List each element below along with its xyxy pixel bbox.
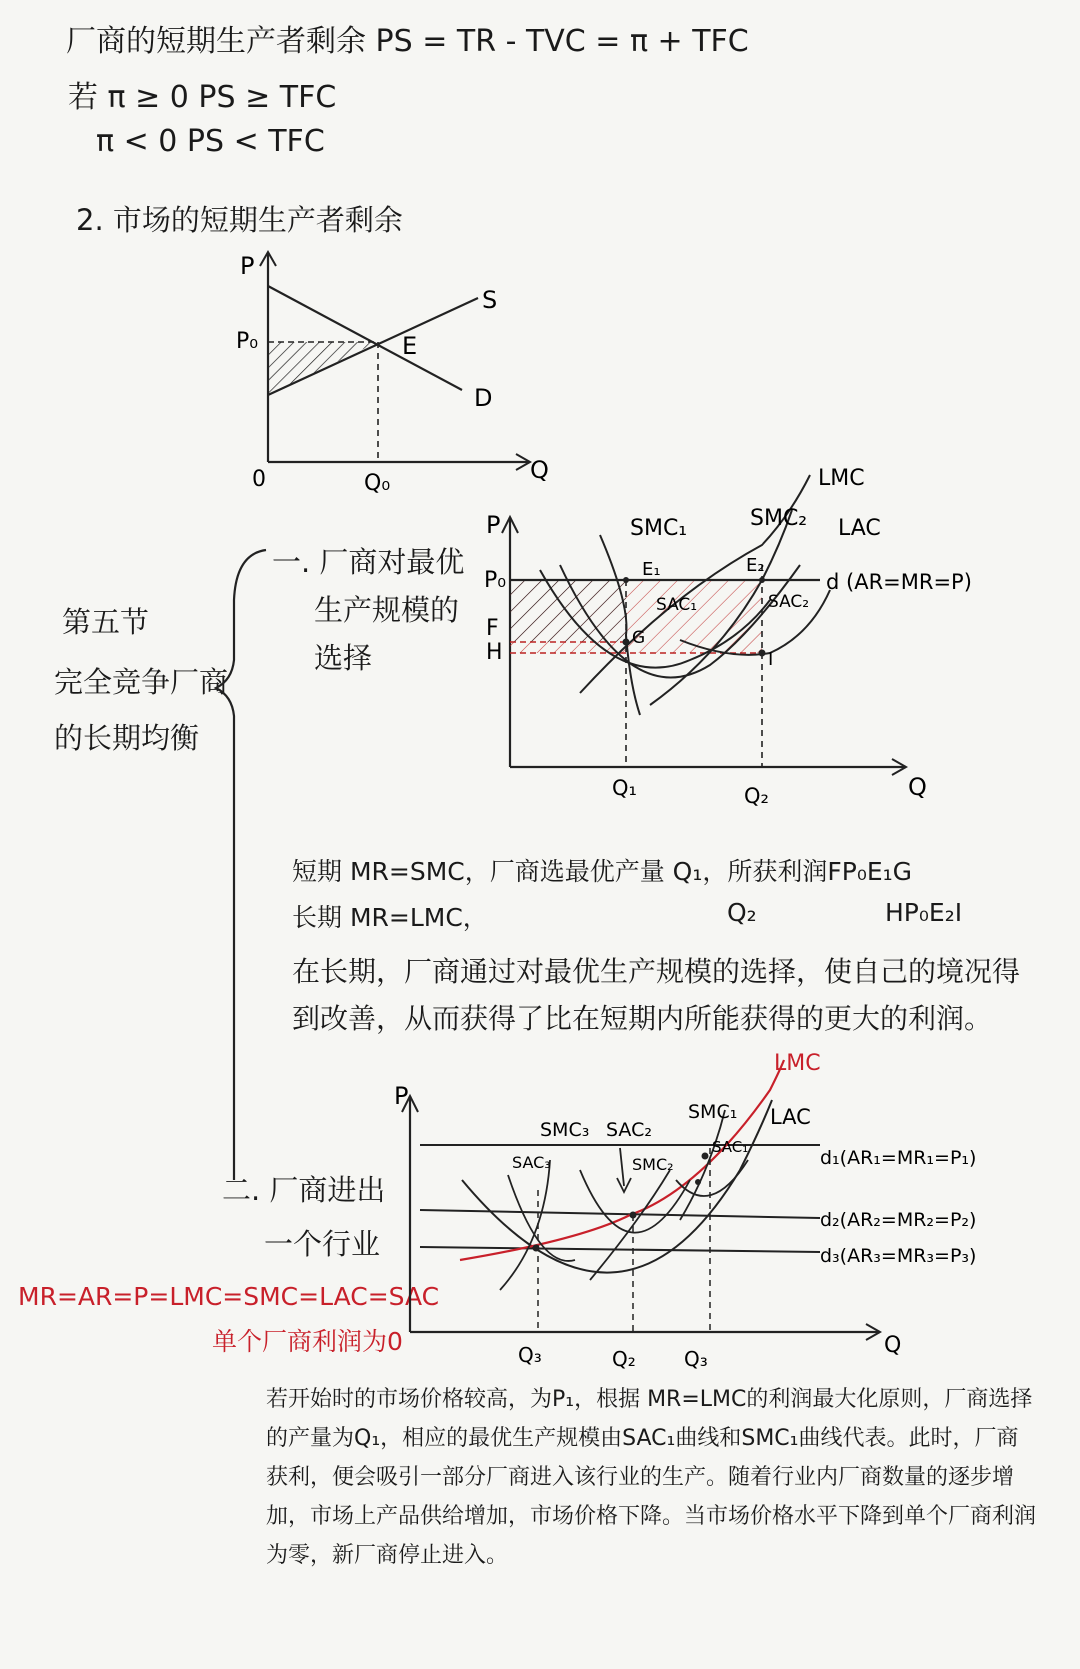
lmc-label: LMC: [774, 1051, 821, 1076]
section5-title-line1: 完全竞争厂商: [54, 665, 229, 699]
section5-label: 第五节: [62, 605, 150, 639]
q1-label: Q₁: [612, 776, 637, 800]
long-run-q2: Q₂: [727, 898, 757, 927]
e1-label: E₁: [642, 559, 661, 580]
origin-label: 0: [252, 467, 266, 492]
case-profit-negative: π < 0 PS < TFC: [96, 124, 325, 159]
sac1-curve: [676, 1160, 748, 1196]
entry-explanation: 若开始时的市场价格较高，为P₁，根据 MR=LMC的利润最大化原则，厂商选择的产量为Q₁，相应的最优生产规模由SAC₁曲线和SMC₁曲线代表。此时，厂商获利，便会吸引一部分厂商进入该行业的生产。随着行业内厂商数量的逐步增加，市场上产品供给增加，市场价格下降。当市场价格水平下降到单个厂商利润为零，新厂商停止进入。: [266, 1387, 1037, 1568]
sac2-label: SAC₂: [768, 592, 810, 612]
q2-label: Q₂: [744, 784, 769, 808]
industry-entry-chart: [380, 1040, 1020, 1380]
sac1-label: SAC₁: [712, 1138, 749, 1156]
part1-line2: 生产规模的: [314, 593, 460, 627]
q-label: Q: [884, 1333, 902, 1358]
part1-line1: 一. 厂商对最优: [272, 545, 465, 579]
q3-left-label: Q₃: [518, 1343, 542, 1367]
long-run-explanation: 在长期，厂商通过对最优生产规模的选择，使自己的境况得到改善，从而获得了比在短期内所能获得的更大的利润。: [292, 955, 1021, 1035]
d3-line: [420, 1247, 820, 1252]
p0-label: P₀: [484, 568, 507, 593]
s-label: S: [482, 286, 498, 314]
part2-line2: 一个行业: [264, 1227, 381, 1261]
part2-line1: 二. 厂商进出: [222, 1173, 386, 1207]
g-label: G: [632, 628, 646, 648]
e2-label: E₂: [746, 555, 765, 576]
sac2-label: SAC₂: [606, 1119, 652, 1141]
lac-label: LAC: [838, 516, 881, 541]
d-label: D: [474, 384, 493, 412]
smc3-curve: [500, 1160, 550, 1290]
q3-right-label: Q₃: [684, 1347, 708, 1371]
section5-title-line2: 的长期均衡: [54, 721, 200, 755]
section2-title: 2. 市场的短期生产者剩余: [76, 203, 403, 237]
sac3-label: SAC₃: [512, 1153, 551, 1172]
smc2-curve: [590, 1170, 670, 1280]
short-run-profit-area: [510, 580, 626, 642]
q-label: Q: [908, 773, 927, 801]
p-label: P: [240, 252, 255, 280]
h-label: H: [486, 640, 503, 665]
section-brace: [196, 540, 276, 1240]
optimal-scale-chart: [480, 455, 990, 810]
d3-label: d₃(AR₃=MR₃=P₃): [820, 1245, 977, 1267]
p-label: P: [486, 511, 501, 539]
sac1-label: SAC₁: [656, 595, 698, 615]
f-label: F: [486, 616, 499, 641]
q0-label: Q₀: [364, 471, 391, 496]
p-label: P: [394, 1082, 409, 1110]
smc1-label: SMC₁: [688, 1101, 738, 1123]
q2-label: Q₂: [612, 1347, 636, 1371]
lac-label: LAC: [770, 1105, 811, 1129]
long-run-row: 长期 MR=LMC，: [292, 903, 488, 932]
smc1-label: SMC₁: [630, 516, 688, 541]
lmc-label: LMC: [818, 466, 865, 491]
e-label: E: [402, 332, 418, 360]
p0-label: P₀: [236, 329, 259, 354]
zero-profit-note: 单个厂商利润为0: [212, 1327, 403, 1356]
long-run-profit-area-label: HP₀E₂I: [885, 898, 963, 927]
d1-label: d₁(AR₁=MR₁=P₁): [820, 1147, 977, 1169]
case-profit-nonnegative: 若 π ≥ 0 PS ≥ TFC: [68, 80, 337, 115]
equilibrium-formula: MR=AR=P=LMC=SMC=LAC=SAC: [18, 1282, 440, 1311]
d-line-label: d (AR=MR=P): [826, 570, 972, 594]
part1-line3: 选择: [314, 641, 373, 675]
smc3-label: SMC₃: [540, 1119, 590, 1141]
i-label: I: [768, 649, 774, 670]
d2-line: [420, 1210, 820, 1218]
d2-label: d₂(AR₂=MR₂=P₂): [820, 1209, 977, 1231]
ps-formula-line: 厂商的短期生产者剩余 PS = TR - TVC = π + TFC: [66, 24, 749, 59]
smc2-label: SMC₂: [632, 1155, 674, 1174]
q-label: Q: [530, 456, 549, 484]
smc2-label: SMC₂: [750, 506, 808, 531]
short-run-row: 短期 MR=SMC，厂商选最优产量 Q₁，所获利润FP₀E₁G: [292, 857, 913, 886]
